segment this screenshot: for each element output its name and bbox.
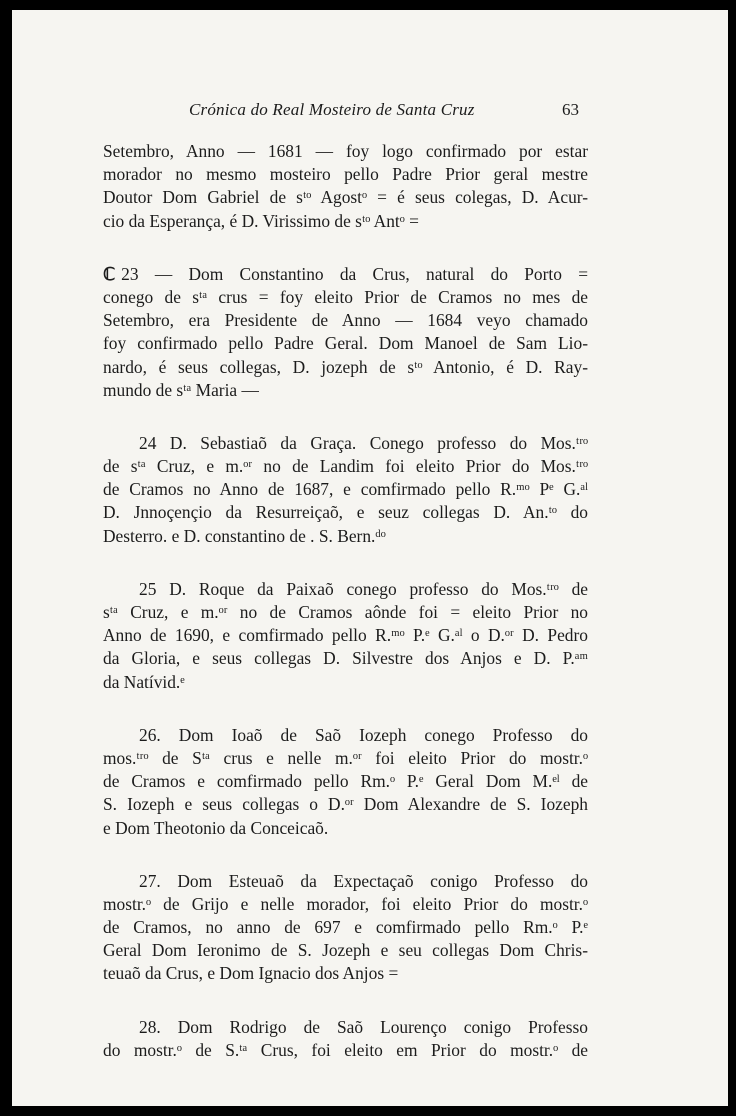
text-line: 27. Dom Esteuaõ da Expectaçaõ conigo Professo do: [139, 870, 588, 891]
text-line: Setembro, era Presidente de Anno — 1684 veyo chamado: [103, 310, 588, 331]
text-line-with-marker: [103, 263, 588, 286]
book-page: [12, 10, 728, 1106]
text-line: da Natívid.ᵉ: [103, 671, 185, 692]
text-line: cio da Esperança, é D. Virissimo de sᵗᵒ Antᵒ =: [103, 210, 419, 231]
paragraph-mark-icon: ℂ: [103, 263, 116, 284]
running-title: Crónica do Real Mosteiro de Santa Cruz: [189, 100, 475, 119]
text-line: da Gloria, e seus collegas D. Silvestre dos Anjos e D. P.ᵃᵐ: [103, 648, 588, 669]
text-line: Anno de 1690, e comfirmado pello R.ᵐᵒ P.ᵉ G.ᵃˡ o D.ᵒʳ D. Pedro: [103, 625, 588, 646]
text-line: e Dom Theotonio da Conceicaõ.: [103, 817, 329, 838]
page-number: 63: [562, 100, 579, 119]
text-line: Geral Dom Ieronimo de S. Jozeph e seu collegas Dom Chris-: [103, 940, 588, 961]
text-line: mundo de sᵗᵃ Maria —: [103, 379, 259, 400]
paragraph-entry-27: [103, 870, 588, 986]
text-line: 24 D. Sebastiaõ da Graça. Conego professo do Mos.ᵗʳᵒ: [139, 432, 588, 453]
text-line: conego de sᵗᵃ crus = foy eleito Prior de Cramos no mes de: [103, 286, 588, 307]
paragraph-entry-26: [103, 724, 588, 840]
text-line: mos.ᵗʳᵒ de Sᵗᵃ crus e nelle m.ᵒʳ foi eleito Prior do mostr.ᵒ: [103, 747, 588, 768]
paragraph-entry-25: [103, 578, 588, 694]
text-line: mostr.ᵒ de Grijo e nelle morador, foi eleito Prior do mostr.ᵒ: [103, 893, 588, 914]
text-line: Setembro, Anno — 1681 — foy logo confirmado por estar: [103, 141, 588, 161]
text-line: teuaõ da Crus, e Dom Ignacio dos Anjos =: [103, 963, 399, 984]
text-line: Doutor Dom Gabriel de sᵗᵒ Agostᵒ = é seus colegas, D. Acur-: [103, 187, 588, 208]
text-line: de Cramos no Anno de 1687, e comfirmado pello R.ᵐᵒ Pᵉ G.ᵃˡ: [103, 479, 588, 500]
page-header: [12, 100, 728, 124]
text-line: do mostr.ᵒ de S.ᵗᵃ Crus, foi eleito em Prior do mostr.ᵒ de: [103, 1039, 588, 1060]
paragraph-entry-24: [103, 432, 588, 548]
text-line: 25 D. Roque da Paixaõ conego professo do Mos.ᵗʳᵒ de: [139, 578, 588, 599]
text-line: de sᵗᵃ Cruz, e m.ᵒʳ no de Landim foi eleito Prior do Mos.ᵗʳᵒ: [103, 456, 588, 477]
paragraph-entry-28: [103, 1016, 588, 1062]
text-line: 26. Dom Ioaõ de Saõ Iozeph conego Professo do: [139, 724, 588, 745]
text-line: Desterro. e D. constantino de . S. Bern.ᵈᵒ: [103, 525, 386, 546]
paragraph-continuation: [103, 140, 588, 233]
text-line: de Cramos e comfirmado pello Rm.ᵒ P.ᵉ Geral Dom M.ᵉˡ de: [103, 771, 588, 792]
text-line: de Cramos, no anno de 697 e comfirmado pello Rm.ᵒ P.ᵉ: [103, 917, 588, 938]
text-line: D. Jnnoçençio da Resurreiçaõ, e seuz collegas D. An.ᵗᵒ do: [103, 502, 588, 523]
text-line: S. Iozeph e seus collegas o D.ᵒʳ Dom Alexandre de S. Iozeph: [103, 794, 588, 815]
text-line-content: 23 — Dom Constantino da Crus, natural do Porto =: [121, 263, 588, 284]
text-line: 28. Dom Rodrigo de Saõ Lourenço conigo Professo: [139, 1016, 588, 1037]
body-text: [103, 140, 588, 1092]
paragraph-entry-23: [103, 263, 588, 402]
text-line: nardo, é seus collegas, D. jozeph de sᵗᵒ Antonio, é D. Ray-: [103, 356, 588, 377]
text-line: morador no mesmo mosteiro pello Padre Prior geral mestre: [103, 164, 588, 185]
text-line: sᵗᵃ Cruz, e m.ᵒʳ no de Cramos aônde foi = eleito Prior no: [103, 602, 588, 622]
text-line: foy confirmado pello Padre Geral. Dom Manoel de Sam Lio-: [103, 333, 588, 354]
